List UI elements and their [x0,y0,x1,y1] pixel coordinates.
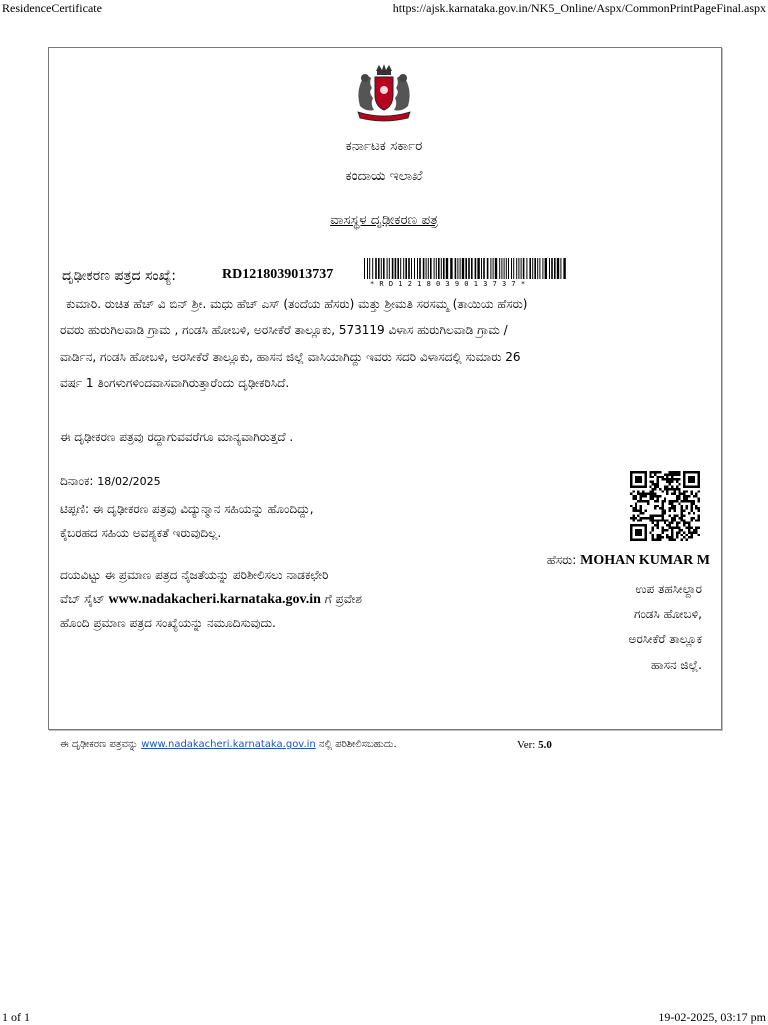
barcode-text: * R D 1 2 1 8 0 3 9 0 1 3 7 3 7 * [370,280,526,288]
karnataka-emblem-icon [350,62,418,124]
verify-prefix: ವೆಬ್ ಸೈಟ್ [60,592,109,606]
print-header-title: ResidenceCertificate [2,1,102,15]
verify-instruction: ದಯವಿಟ್ಟು ಈ ಪ್ರಮಾಣ ಪತ್ರದ ನೈಜತೆಯನ್ನು ಪರಿಶೀಲಿಸಲು ನಾಡಕಛೇರಿ [60,568,329,582]
print-footer-datetime: 19-02-2025, 03:17 pm [658,1010,766,1024]
footnote-prefix: ಈ ದೃಢೀಕರಣ ಪತ್ರವನ್ನು [60,739,142,750]
signatory-name: MOHAN KUMAR M [580,553,710,568]
certificate-title [0,212,768,228]
government-name: ಕರ್ನಾಟಕ ಸರ್ಕಾರ [345,138,423,154]
date-label: ದಿನಾಂಕ: [60,474,94,488]
note-line: ಕೈಬರಹದ ಸಹಿಯ ಅವಶ್ಯಕತೆ ಇರುವುದಿಲ್ಲ. [60,526,222,540]
certificate-title-text: ವಾಸಸ್ಥಳ ದೃಢೀಕರಣ ಪತ್ರ [330,212,438,228]
version-number: 5.0 [538,739,552,751]
signatory-designation: ಉಪ ತಹಸೀಲ್ದಾರ [635,582,702,596]
certificate-number-label: ದೃಢೀಕರಣ ಪತ್ರದ ಸಂಖ್ಯೆ: [62,268,177,284]
print-header-url: https://ajsk.karnataka.gov.in/NK5_Online/Aspx/CommonPrintPageFinal.aspx [392,1,766,15]
validity-statement: ಈ ದೃಢೀಕರಣ ಪತ್ರವು ರದ್ದಾಗುವವರೆಗೂ ಮಾನ್ಯವಾಗಿರುತ್ತದೆ . [60,430,294,444]
verify-instruction: ಹೊಂದಿ ಪ್ರಮಾಣ ಪತ್ರದ ಸಂಖ್ಯೆಯನ್ನು ನಮೂದಿಸುವುದು. [60,616,276,630]
issue-date-row [60,474,161,489]
signatory-hobli: ಗಂಡಸಿ ಹೋಬಳಿ, [633,607,702,621]
print-footer-page: 1 of 1 [2,1010,30,1024]
verification-link[interactable]: www.nadakacheri.karnataka.gov.in [141,739,316,750]
version-label: Ver: [517,739,539,751]
footnote [60,739,397,750]
note-line: ಟಿಪ್ಪಣಿ: ಈ ದೃಢೀಕರಣ ಪತ್ರವು ವಿದ್ಯುನ್ಮಾನ ಸಹಿಯನ್ನು ಹೊಂದಿದ್ದು, [60,502,314,516]
signatory-name-label: ಹೆಸರು: [546,553,577,567]
footnote-suffix: ನಲ್ಲಿ ಪರಿಶೀಲಿಸಬಹುದು. [315,739,397,750]
verify-instruction [60,592,362,608]
verify-website: www.nadakacheri.karnataka.gov.in [108,592,321,607]
verify-suffix: ಗೆ ಪ್ರವೇಶ [320,592,362,606]
body-line: ವರ್ಷ 1 ತಿಂಗಳುಗಳಿಂದವಾಸವಾಗಿರುತ್ತಾರೆಂದು ದೃಢೀಕರಿಸಿದೆ. [60,376,290,390]
issue-date: 18/02/2025 [97,475,161,488]
qr-code-icon [630,471,700,541]
department-name: ಕಂದಾಯ ಇಲಾಖೆ [345,168,423,184]
signatory-taluk: ಅರಸೀಕೆರೆ ತಾಲ್ಲೂಕ [628,632,702,646]
body-line: ವಾರ್ಡಿನ, ಗಂಡಸಿ ಹೋಬಳಿ, ಅರಸೀಕೆರೆ ತಾಲ್ಲೂಕು, ಹಾಸನ ಜಿಲ್ಲೆ ವಾಸಿಯಾಗಿದ್ದು ಇವರು ಸದರಿ ವಿಳಾಸದಲ್ಲಿ ಸುಮಾರು 26 [60,350,521,364]
signatory-district: ಹಾಸನ ಜಿಲ್ಲೆ. [651,658,702,672]
signatory-name-row [547,553,710,569]
body-line: ಕುಮಾರಿ. ರುಚಿತ ಹೆಚ್ ವಿ ಬಿನ್ ಶ್ರೀ. ಮಧು ಹೆಚ್ ಎಸ್ (ತಂದೆಯ ಹೆಸರು) ಮತ್ತು ಶ್ರೀಮತಿ ಸರಸಮ್ಮ (ತಾಯಿಯ ಹೆಸರು) [66,297,528,311]
body-line: ರವರು ಹುರುಗಿಲವಾಡಿ ಗ್ರಾಮ , ಗಂಡಸಿ ಹೋಬಳಿ, ಅರಸೀಕೆರೆ ತಾಲ್ಲೂಕು, 573119 ವಿಳಾಸ ಹುರುಗಿಲವಾಡಿ ಗ್ರಾಮ / [60,323,508,337]
version [517,739,552,751]
certificate-number: RD1218039013737 [222,267,334,282]
